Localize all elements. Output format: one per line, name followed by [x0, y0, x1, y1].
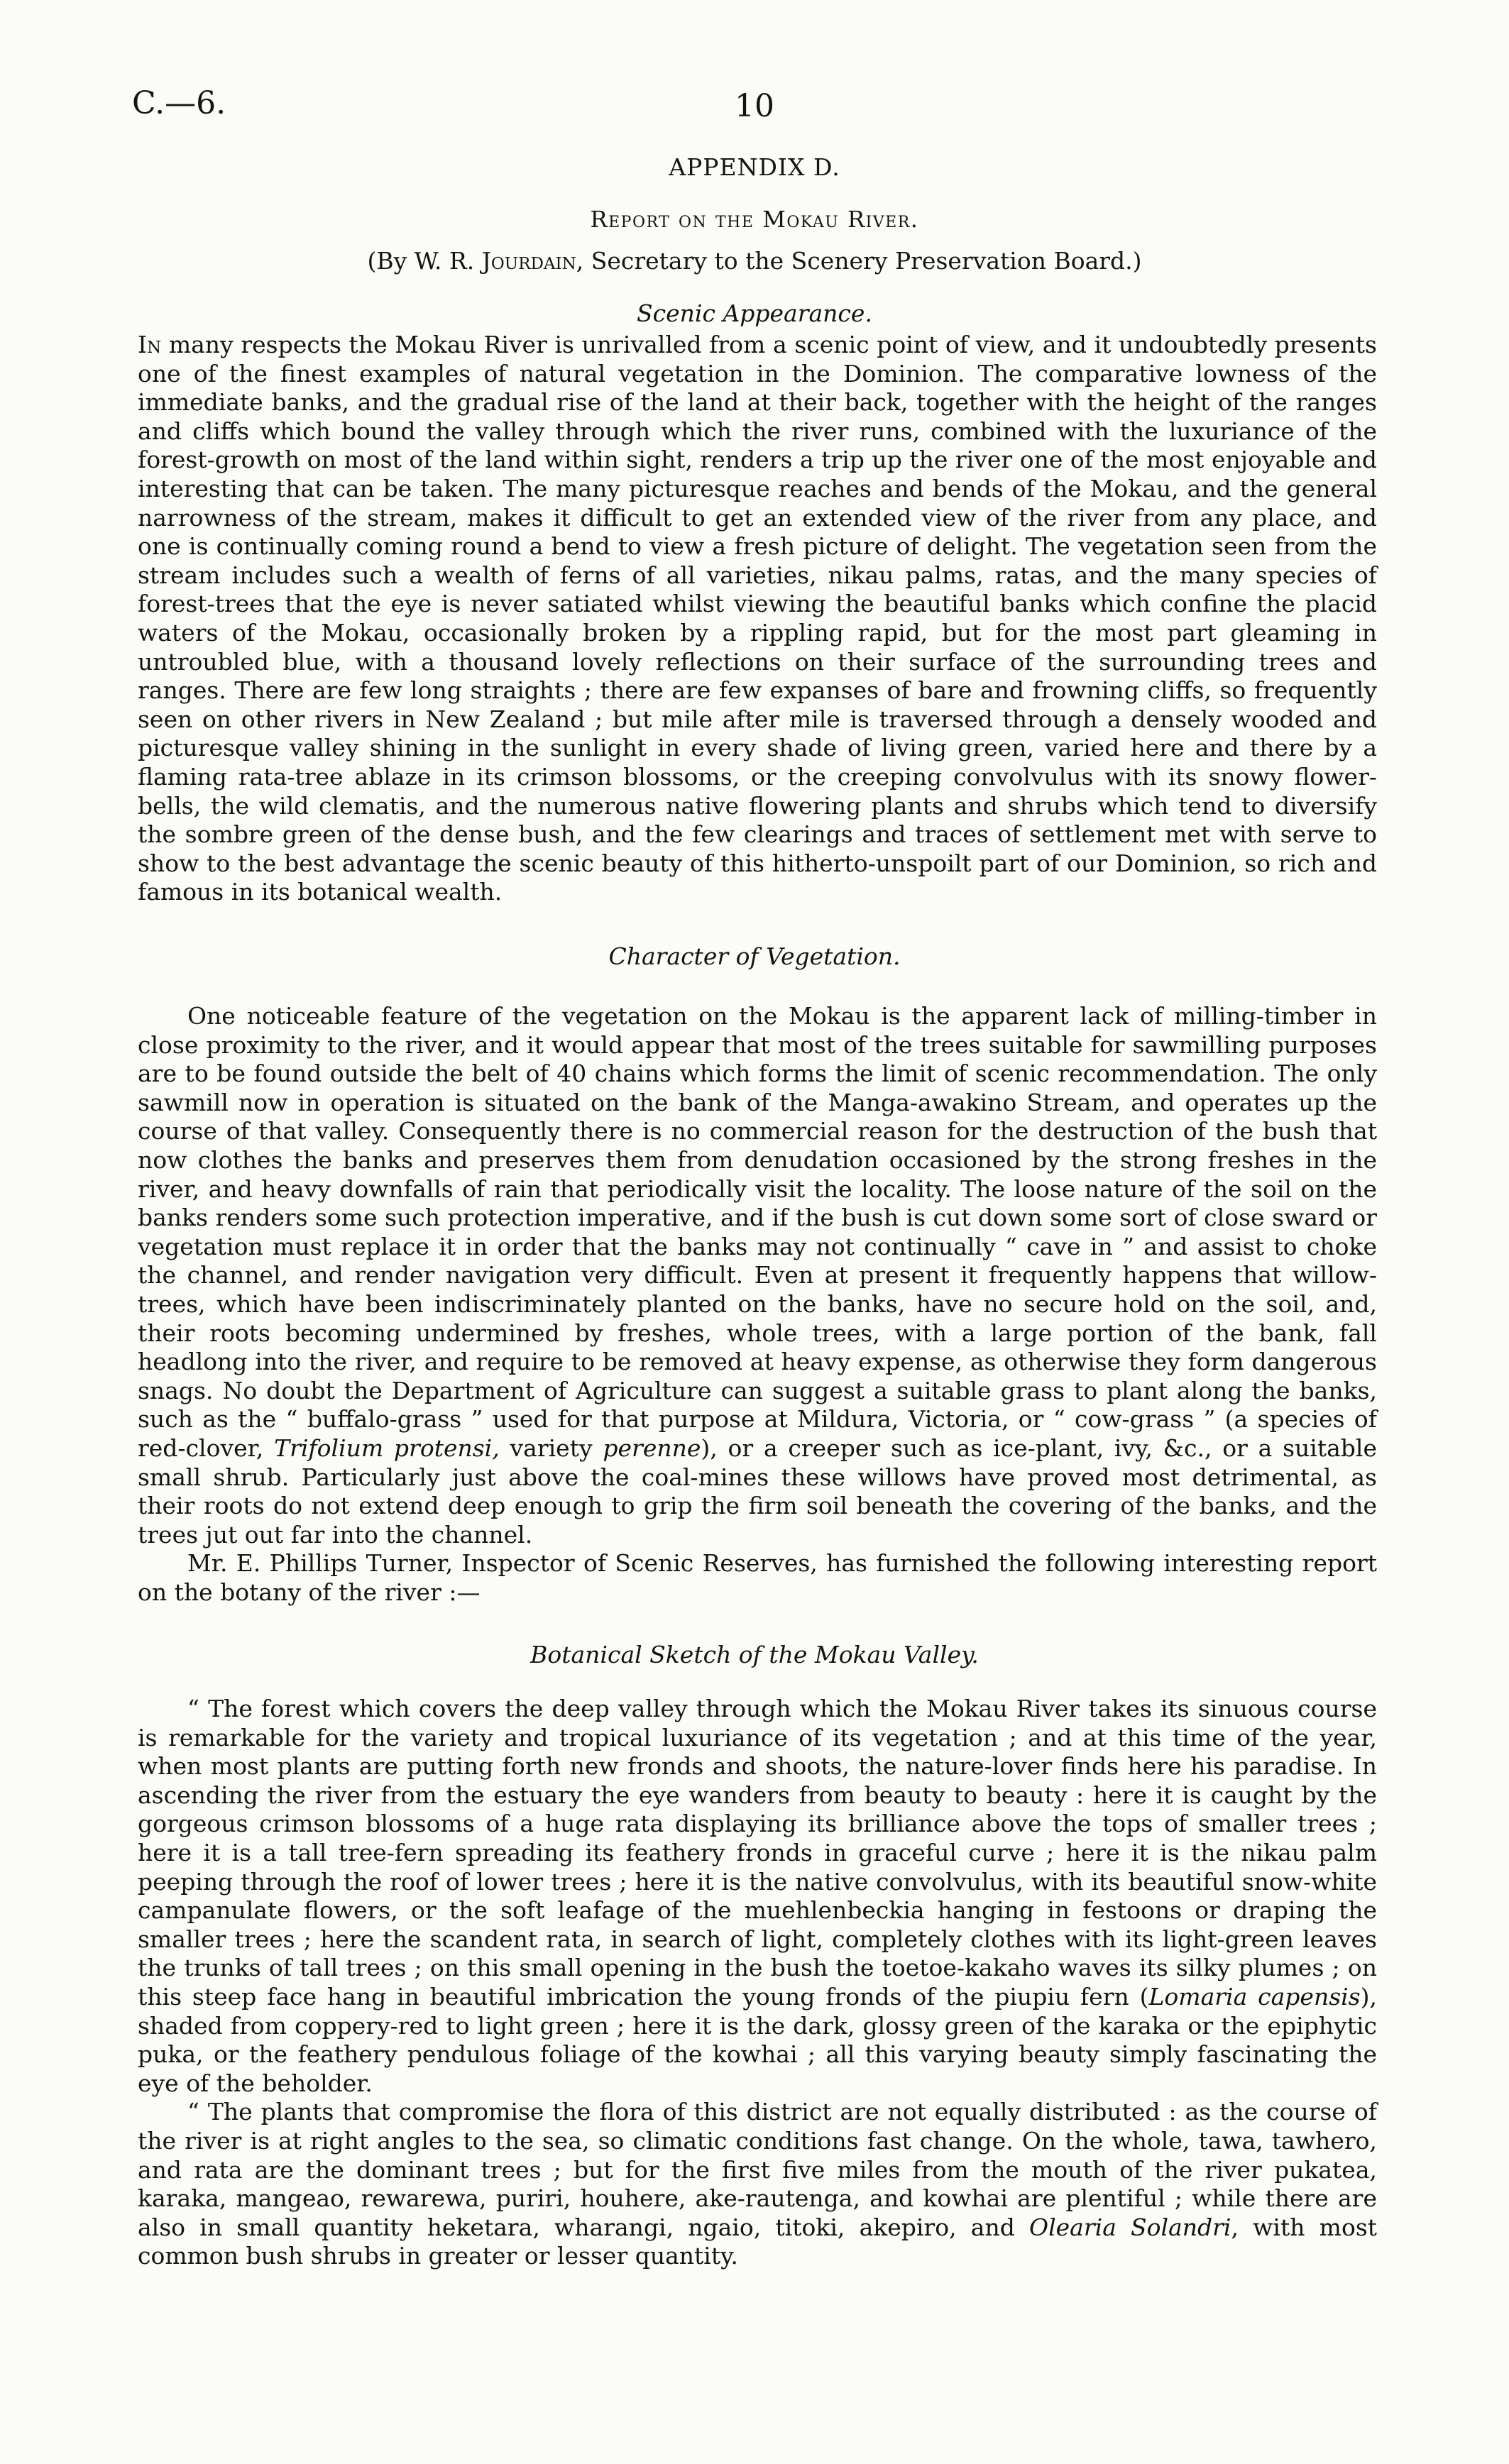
paragraph-botanical-1 [138, 1695, 1377, 2098]
section-character-of-vegetation [138, 1002, 1377, 1607]
vegetation-text-a: One noticeable feature of the vegetation on the Mokau is the apparent lack of milling-timber in close proximity to the river, and it would appear that most of the trees suitable for sawmilling purposes are to be found outside the belt of 40 chains which forms the limit of scenic recommendation. The only sawmill now in operation is situated on the bank of the Manga-awakino Stream, and operates up the course of that valley. Consequently there is no commercial reason for the destruction of the bush that now clothes the banks and preserves them from denudation occasioned by the strong freshes in the river, and heavy downfalls of rain that periodically visit the locality. The loose nature of the soil on the banks renders some such protection imperative, and if the bush is cut down some sort of close sward or vegetation must replace it in order that the banks may not continually “ cave in ” and assist to choke the channel, and render navigation very difficult. Even at present it frequently happens that willow-trees, which have been indiscriminately planted on the banks, have no secure hold on the soil, and, their roots becoming undermined by freshes, whole trees, with a large portion of the bank, fall headlong into the river, and require to be removed at heavy expense, as otherwise they form dangerous snags. No doubt the Department of Agriculture can suggest a suitable grass to plant along the banks, such as the “ buffalo-grass ” used for that purpose at Mildura, Victoria, or “ cow-grass ” (a species of red-clover, [138, 1002, 1377, 1462]
heading-botanical-sketch: Botanical Sketch of the Mokau Valley. [530, 1641, 979, 1668]
paragraph-report-intro: Mr. E. Phillips Turner, Inspector of Scenic Reserves, has furnished the following interesting report on the botany of the river :— [138, 1549, 1377, 1606]
latin-name: Olearia Solandri [1029, 2213, 1231, 2241]
section-botanical-sketch [138, 1695, 1377, 2271]
document-reference: C.—6. [132, 85, 226, 121]
botanical-text-c: “ The plants that compromise the flora of this district are not equally distributed : as the course of the river is at right angles to the sea, so climatic conditions fast change. On the whole, tawa, tawhero, and rata are the dominant trees ; but for the first five miles from the mouth of the river pukatea, karaka, mangeao, rewarewa, puriri, houhere, ake-rautenga, and kowhai are plentiful ; while there are also in small quantity heketara, wharangi, ngaio, titoki, akepiro, and [138, 2098, 1377, 2241]
botanical-text-a: “ The forest which covers the deep valley through which the Mokau River takes its sinuous course is remarkable for the variety and tropical luxuriance of its vegetation ; and at this time of the year, when most plants are putting forth new fronds and shoots, the nature-lover finds here his paradise. In ascending the river from the estuary the eye wanders from beauty to beauty : here it is caught by the gorgeous crimson blossoms of a huge rata displaying its brilliance above the tops of smaller trees ; here it is a tall tree-fern spreading its feathery fronds in graceful curve ; here it is the nikau palm peeping through the roof of lower trees ; here it is the native convolvulus, with its beautiful snow-white campanulate flowers, or the soft leafage of the muehlenbeckia hanging in festoons or draping the smaller trees ; here the scandent rata, in search of light, completely clothes with its light-green leaves the trunks of tall trees ; on this small opening in the bush the toetoe-kakaho waves its silky plumes ; on this steep face hang in beautiful imbrication the young fronds of the piupiu fern ( [138, 1695, 1377, 2011]
byline-open: (By W. R. [367, 247, 482, 275]
section-scenic-appearance [138, 331, 1377, 907]
latin-name: Trifolium protensi, [274, 1434, 500, 1462]
heading-character-of-vegetation: Character of Vegetation. [608, 942, 901, 970]
vegetation-text-c: ), or a creeper such as ice-plant, ivy, &c., or a suitable small shrub. Particularly just above the coal-mines these willows have proved most detrimental, as their roots do not extend deep enough to grip the firm soil beneath the covering of the banks, and the trees jut out far into the channel. [138, 1434, 1378, 1549]
drop-lead: In [138, 331, 162, 358]
paragraph-scenic [138, 331, 1377, 907]
vegetation-text-b: variety [499, 1434, 603, 1462]
paragraph-vegetation [138, 1002, 1377, 1549]
scenic-text: many respects the Mokau River is unrivalled from a scenic point of view, and it undoubtedly presents one of the finest examples of natural vegetation in the Dominion. The comparative lowness of the immediate banks, and the gradual rise of the land at their back, together with the height of the ranges and cliffs which bound the valley through which the river runs, combined with the luxuriance of the forest-growth on most of the land within sight, renders a trip up the river one of the most enjoyable and interesting that can be taken. The many picturesque reaches and bends of the Mokau, and the general narrowness of the stream, makes it difficult to get an extended view of the river from any place, and one is continually coming round a bend to view a fresh picture of delight. The vegetation seen from the stream includes such a wealth of ferns of all varieties, nikau palms, ratas, and the many species of forest-trees that the eye is never satiated whilst viewing the beautiful banks which confine the placid waters of the Mokau, occasionally broken by a rippling rapid, but for the most part gleaming in untroubled blue, with a thousand lovely reflections on their surface of the surrounding trees and ranges. There are few long straights ; there are few expanses of bare and frowning cliffs, so frequently seen on other rivers in New Zealand ; but mile after mile is traversed through a densely wooded and picturesque valley shining in the sunlight in every shade of living green, varied here and there by a flaming rata-tree ablaze in its crimson blossoms, or the creeping convolvulus with its snowy flower-bells, the wild clematis, and the numerous native flowering plants and shrubs which tend to diversify the sombre green of the dense bush, and the few clearings and traces of settlement met with serve to show to the best advantage the scenic beauty of this hitherto-unspoilt part of our Dominion, so rich and famous in its botanical wealth. [138, 331, 1377, 906]
byline [0, 247, 1509, 275]
botanical-text-b: ), shaded from coppery-red to light green ; here it is the dark, glossy green of the karaka or the epiphytic puka, or the feathery pendulous foliage of the kowhai ; all this varying beauty simply fascinating the eye of the beholder. [138, 1982, 1377, 2097]
report-title: Report on the Mokau River. [590, 206, 919, 233]
byline-rest: , Secretary to the Scenery Preservation Board.) [576, 247, 1142, 275]
appendix-title: APPENDIX D. [669, 153, 840, 181]
latin-name: perenne [603, 1434, 701, 1462]
byline-author: Jourdain [481, 247, 576, 275]
latin-name: Lomaria capensis [1148, 1982, 1361, 2011]
page-number: 10 [735, 88, 774, 124]
heading-scenic-appearance: Scenic Appearance. [637, 299, 872, 327]
paragraph-botanical-2 [138, 2098, 1377, 2271]
botanical-text-d: , with most common bush shrubs in greater or lesser quantity. [138, 2213, 1378, 2270]
